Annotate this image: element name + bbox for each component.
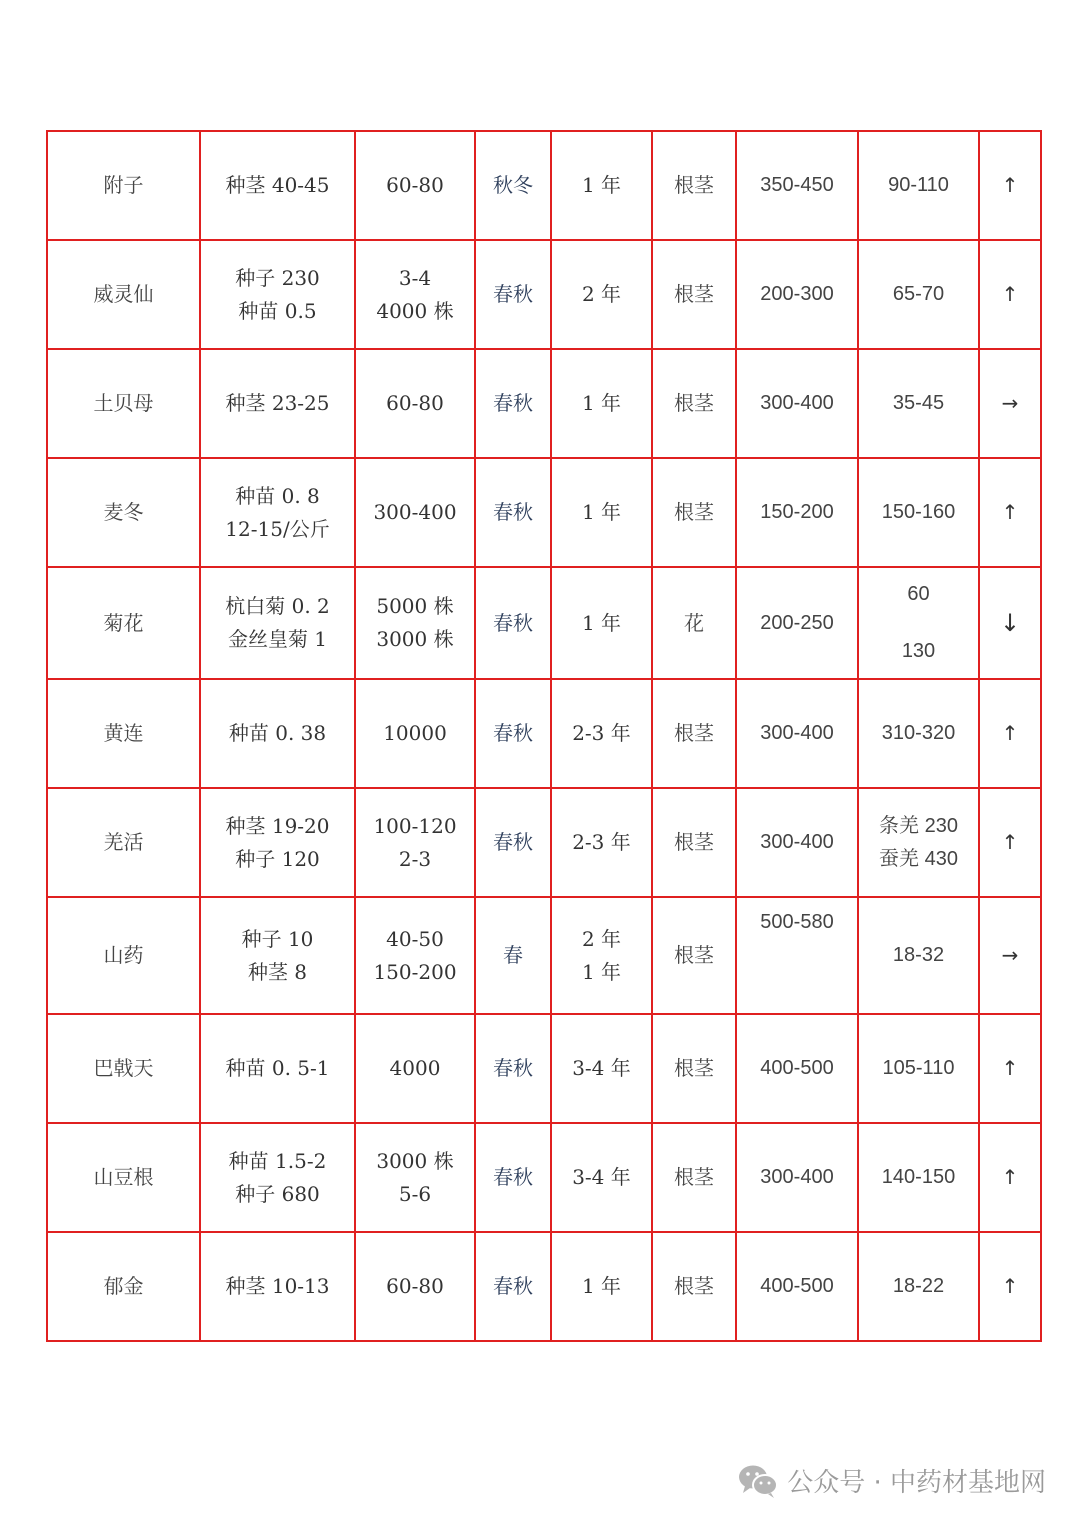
price-cell: [858, 897, 979, 1014]
planting-season-cell: 春秋: [475, 1123, 551, 1232]
price-cell: [858, 349, 979, 458]
table-row: [47, 240, 1041, 349]
seed-spec-line: 种茎 10-13: [225, 1274, 330, 1298]
quantity-line: 100-120: [373, 813, 457, 838]
growth-cycle-cell: [551, 131, 652, 240]
trend-arrow-cell: ↑: [979, 679, 1041, 788]
yield-cell: 300-400: [736, 679, 858, 788]
seed-spec-line: 种苗 0.5: [238, 298, 317, 323]
price-line: 150-160: [881, 501, 956, 523]
growth-cycle-cell: [551, 1232, 652, 1341]
table-row: [47, 679, 1041, 788]
growth-cycle-cell: [551, 567, 652, 679]
growth-cycle-cell: [551, 788, 652, 897]
table-row: [47, 349, 1041, 458]
growth-cycle-line: 1 年: [581, 173, 622, 197]
quantity-line: 2-3: [398, 846, 432, 871]
trend-arrow-cell: ↓: [979, 567, 1041, 679]
price-cell: [858, 788, 979, 897]
yield-cell: 400-500: [736, 1014, 858, 1123]
seed-spec-cell: [200, 240, 355, 349]
yield-cell: 350-450: [736, 131, 858, 240]
planting-season-cell: 秋冬: [475, 131, 551, 240]
seed-spec-cell: [200, 458, 355, 567]
quantity-cell: [355, 788, 475, 897]
herb-name-cell: 巴戟天: [47, 1014, 200, 1123]
seed-spec-line: 种茎 23-25: [225, 391, 330, 415]
medicinal-part-cell: 根茎: [652, 679, 736, 788]
wechat-icon: [737, 1463, 779, 1499]
growth-cycle-cell: [551, 1123, 652, 1232]
table-row: [47, 897, 1041, 1014]
growth-cycle-cell: [551, 1014, 652, 1123]
seed-spec-cell: [200, 1123, 355, 1232]
medicinal-part-cell: 根茎: [652, 131, 736, 240]
yield-cell: 150-200: [736, 458, 858, 567]
yield-cell: 500-580: [736, 897, 858, 1014]
planting-season-cell: 春秋: [475, 679, 551, 788]
growth-cycle-cell: [551, 897, 652, 1014]
medicinal-part-cell: 根茎: [652, 897, 736, 1014]
trend-arrow-cell: ↑: [979, 458, 1041, 567]
quantity-cell: [355, 897, 475, 1014]
price-cell: [858, 1123, 979, 1232]
trend-arrow-cell: ↑: [979, 788, 1041, 897]
quantity-line: 5-6: [398, 1181, 432, 1206]
price-line: 条羌 230: [879, 814, 958, 837]
yield-cell: 400-500: [736, 1232, 858, 1341]
price-line: 90-110: [888, 174, 949, 196]
price-line: 105-110: [882, 1057, 955, 1079]
price-line: 65-70: [892, 283, 945, 305]
quantity-cell: [355, 240, 475, 349]
trend-arrow-cell: ↑: [979, 1123, 1041, 1232]
medicinal-part-cell: 根茎: [652, 240, 736, 349]
medicinal-part-cell: 根茎: [652, 1123, 736, 1232]
growth-cycle-cell: [551, 458, 652, 567]
growth-cycle-line: 2 年: [581, 282, 622, 306]
growth-cycle-line: 1 年: [581, 391, 622, 415]
table-row: [47, 567, 1041, 679]
planting-season-cell: 春秋: [475, 458, 551, 567]
quantity-cell: [355, 679, 475, 788]
quantity-line: 60-80: [386, 391, 444, 415]
growth-cycle-line: 1 年: [581, 610, 622, 635]
seed-spec-line: 种子 680: [235, 1181, 320, 1206]
medicinal-part-cell: 根茎: [652, 349, 736, 458]
quantity-cell: [355, 1014, 475, 1123]
seed-spec-cell: [200, 897, 355, 1014]
herb-name-cell: 威灵仙: [47, 240, 200, 349]
price-line: 蚕羌 430: [879, 847, 958, 870]
seed-spec-cell: [200, 1014, 355, 1123]
herb-name-cell: 山药: [47, 897, 200, 1014]
growth-cycle-cell: [551, 349, 652, 458]
herb-name-cell: 土贝母: [47, 349, 200, 458]
quantity-line: 4000 株: [376, 298, 454, 323]
quantity-cell: [355, 1123, 475, 1232]
seed-spec-cell: [200, 788, 355, 897]
price-line: 35-45: [892, 392, 945, 414]
quantity-cell: [355, 349, 475, 458]
table-row: [47, 1123, 1041, 1232]
price-line: 18-32: [892, 944, 945, 966]
seed-spec-line: 种子 120: [235, 846, 320, 871]
seed-spec-line: 种子 230: [235, 265, 320, 290]
seed-spec-line: 种苗 0. 38: [228, 721, 327, 745]
price-line: 140-150: [881, 1166, 956, 1188]
table-row: [47, 1014, 1041, 1123]
herb-name-cell: 黄连: [47, 679, 200, 788]
growth-cycle-cell: [551, 679, 652, 788]
yield-cell: 300-400: [736, 788, 858, 897]
quantity-line: 60-80: [386, 1274, 444, 1298]
yield-cell: 300-400: [736, 349, 858, 458]
seed-spec-line: 种茎 19-20: [225, 813, 330, 838]
growth-cycle-line: 1 年: [581, 1274, 622, 1298]
price-line: 310-320: [881, 722, 956, 744]
seed-spec-cell: [200, 131, 355, 240]
quantity-line: 150-200: [373, 959, 457, 984]
table-row: [47, 788, 1041, 897]
trend-arrow-cell: ↑: [979, 1232, 1041, 1341]
quantity-line: 40-50: [386, 926, 444, 951]
growth-cycle-line: 2 年: [581, 926, 622, 951]
herb-table: [46, 130, 1042, 1342]
quantity-cell: [355, 567, 475, 679]
trend-arrow-cell: ↑: [979, 131, 1041, 240]
price-line: 130: [901, 640, 936, 662]
table-row: [47, 1232, 1041, 1341]
price-cell: [858, 131, 979, 240]
quantity-line: 4000: [389, 1056, 441, 1080]
price-cell: [858, 1014, 979, 1123]
trend-arrow-cell: →: [979, 349, 1041, 458]
trend-arrow-cell: ↑: [979, 240, 1041, 349]
growth-cycle-line: 1 年: [581, 959, 622, 984]
seed-spec-line: 金丝皇菊 1: [227, 627, 328, 651]
trend-arrow-cell: →: [979, 897, 1041, 1014]
seed-spec-line: 杭白菊 0. 2: [225, 594, 330, 618]
seed-spec-cell: [200, 567, 355, 679]
medicinal-part-cell: 花: [652, 567, 736, 679]
planting-season-cell: 春秋: [475, 1232, 551, 1341]
seed-spec-cell: [200, 1232, 355, 1341]
price-cell: [858, 1232, 979, 1341]
quantity-cell: [355, 1232, 475, 1341]
herb-name-cell: 羌活: [47, 788, 200, 897]
quantity-line: 3-4: [398, 265, 432, 290]
planting-season-cell: 春秋: [475, 788, 551, 897]
seed-spec-line: 种子 10: [241, 926, 314, 951]
planting-season-cell: 春秋: [475, 240, 551, 349]
price-cell: [858, 458, 979, 567]
footer-watermark: [737, 1462, 1046, 1499]
seed-spec-cell: [200, 349, 355, 458]
herb-name-cell: 麦冬: [47, 458, 200, 567]
table-row: [47, 131, 1041, 240]
price-line: 18-22: [892, 1275, 945, 1297]
trend-arrow-cell: ↑: [979, 1014, 1041, 1123]
yield-cell: 200-250: [736, 567, 858, 679]
seed-spec-line: 种苗 1.5-2: [228, 1148, 327, 1173]
seed-spec-line: 12-15/公斤: [225, 516, 330, 541]
herb-name-cell: 菊花: [47, 567, 200, 679]
herb-name-cell: 山豆根: [47, 1123, 200, 1232]
quantity-cell: [355, 131, 475, 240]
price-cell: [858, 567, 979, 679]
yield-cell: 200-300: [736, 240, 858, 349]
growth-cycle-line: 1 年: [581, 500, 622, 524]
price-line: 60: [907, 583, 930, 605]
seed-spec-line: 种苗 0. 5-1: [225, 1056, 330, 1080]
medicinal-part-cell: 根茎: [652, 1014, 736, 1123]
medicinal-part-cell: 根茎: [652, 458, 736, 567]
planting-season-cell: 春: [475, 897, 551, 1014]
footer-text: 公众号 · 中药材基地网: [787, 1468, 1046, 1498]
growth-cycle-line: 2-3 年: [572, 721, 631, 745]
medicinal-part-cell: 根茎: [652, 1232, 736, 1341]
seed-spec-cell: [200, 679, 355, 788]
quantity-line: 300-400: [373, 500, 457, 524]
growth-cycle-line: 3-4 年: [572, 1056, 631, 1080]
seed-spec-line: 种茎 8: [247, 959, 308, 984]
planting-season-cell: 春秋: [475, 349, 551, 458]
quantity-cell: [355, 458, 475, 567]
planting-season-cell: 春秋: [475, 567, 551, 679]
table-body: [47, 131, 1041, 1341]
growth-cycle-line: 2-3 年: [572, 830, 631, 854]
yield-cell: 300-400: [736, 1123, 858, 1232]
quantity-line: 5000 株: [376, 594, 454, 618]
quantity-line: 10000: [383, 721, 447, 745]
quantity-line: 3000 株: [376, 627, 454, 651]
quantity-line: 3000 株: [376, 1148, 454, 1173]
price-cell: [858, 679, 979, 788]
seed-spec-line: 种苗 0. 8: [235, 483, 320, 508]
table-row: [47, 458, 1041, 567]
herb-name-cell: 郁金: [47, 1232, 200, 1341]
herb-name-cell: 附子: [47, 131, 200, 240]
medicinal-part-cell: 根茎: [652, 788, 736, 897]
quantity-line: 60-80: [386, 173, 444, 197]
price-cell: [858, 240, 979, 349]
growth-cycle-cell: [551, 240, 652, 349]
growth-cycle-line: 3-4 年: [572, 1165, 631, 1189]
planting-season-cell: 春秋: [475, 1014, 551, 1123]
seed-spec-line: 种茎 40-45: [225, 173, 330, 197]
